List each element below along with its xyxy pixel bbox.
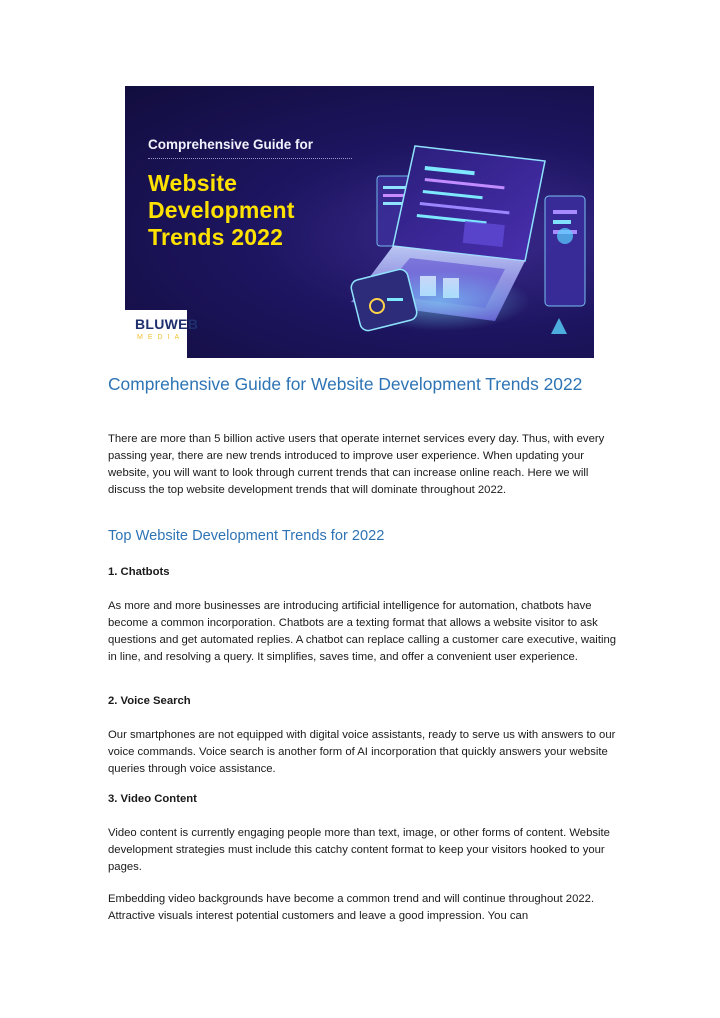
intro-paragraph: There are more than 5 billion active users that operate internet services every day. Thus, with every passing year, there are new trends introduced to improve user experience. When updating your website, you will want to look through current trends that can increase online reach. Here we will discuss the top website development trends that will dominate throughout 2022. bbox=[108, 433, 605, 496]
section-heading: Top Website Development Trends for 2022 bbox=[108, 528, 385, 544]
banner-divider bbox=[148, 158, 352, 159]
logo-wordmark: BLUWEB bbox=[135, 316, 199, 332]
trend-body-video-content: Video content is currently engaging people more than text, image, or other forms of content. Website development strategies must include this catchy content format to keep your visitors hooked to your pages. bbox=[108, 827, 610, 873]
banner-title-line: Development bbox=[148, 197, 295, 223]
banner-subtitle: Comprehensive Guide for bbox=[148, 137, 314, 152]
trend-body-chatbots: As more and more businesses are introducing artificial intelligence for automation, chatbots have become a common incorporation. Chatbots are a texting format that allows a website visitor to ask questions and get automated replies. A chatbot can replace calling a customer care executive, waiting in line, and resolving a query. It simplifies, saves time, and offer a convenient user experience. bbox=[108, 600, 617, 663]
banner-title-line: Trends 2022 bbox=[148, 224, 284, 250]
trend-heading-video-content: 3. Video Content bbox=[108, 793, 197, 805]
trend-body-video-content-2: Embedding video backgrounds have become a common trend and will continue throughout 2022. Attractive visuals interest potential customers and leave a good impression. You can bbox=[108, 893, 595, 922]
logo-tagline: MEDIA bbox=[137, 334, 185, 341]
trend-heading-voice-search: 2. Voice Search bbox=[108, 695, 191, 707]
trend-body-voice-search: Our smartphones are not equipped with digital voice assistants, ready to serve us with answers to our voice commands. Voice search is another form of AI incorporation that quickly answers your website queries through voice assistance. bbox=[108, 729, 616, 775]
trend-heading-chatbots: 1. Chatbots bbox=[108, 566, 170, 578]
hero-banner bbox=[125, 86, 594, 358]
banner-title-line: Website bbox=[148, 170, 238, 196]
article-title: Comprehensive Guide for Website Development Trends 2022 bbox=[108, 374, 583, 394]
